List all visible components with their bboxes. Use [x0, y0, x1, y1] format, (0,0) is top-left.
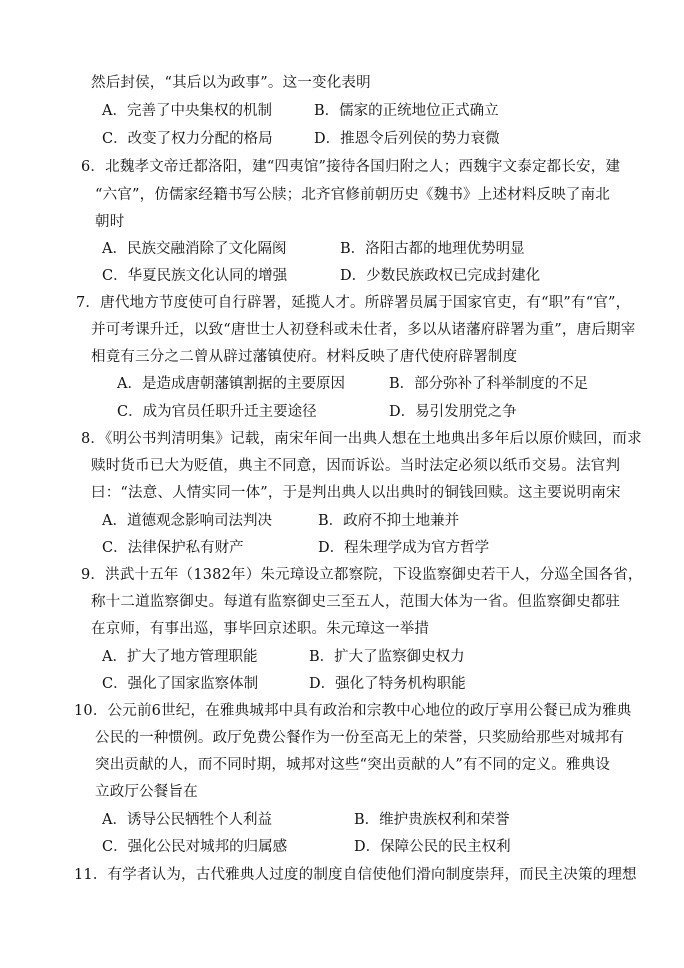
q6-option-a: A．民族交融消除了文化隔阂	[102, 241, 287, 257]
q5-option-b: B．儒家的正统地位正式确立	[314, 103, 499, 119]
q9-stem-line-2: 称十二道监察御史。每道有监察御史三至五人，范围大体为一省。但监察御史都驻	[91, 594, 621, 610]
q6-stem-line-3: 朝时	[95, 214, 125, 230]
q9-stem-line-1: 9．洪武十五年（1382年）朱元璋设立都察院，下设监察御史若干人，分巡全国各省，	[81, 567, 643, 583]
q10-option-d: D．保障公民的民主权利	[354, 839, 511, 855]
q6-stem-line-1: 6．北魏孝文帝迁都洛阳，建“四夷馆”接待各国归附之人；西魏宇文泰定都长安，建	[81, 159, 621, 175]
q10-option-a: A．诱导公民牺牲个人利益	[102, 812, 272, 828]
q5-stem-continuation: 然后封侯，“其后以为政事”。这一变化表明	[91, 75, 371, 91]
q6-option-b: B．洛阳古都的地理优势明显	[340, 241, 525, 257]
q7-stem-line-1: 7．唐代地方节度使可自行辟署，延揽人才。所辟署员属于国家官吏，有“职”有“官”，	[76, 295, 631, 311]
q7-option-a: A．是造成唐朝藩镇割据的主要原因	[117, 376, 345, 392]
q9-stem-line-3: 在京师，有事出巡，事毕回京述职。朱元璋这一举措	[91, 621, 430, 637]
q10-stem-line-2: 公民的一种惯例。政厅免费公餐作为一份至高无上的荣誉，只奖励给那些对城邦有	[95, 730, 625, 746]
q8-stem-line-3: 曰：“法意、人情实同一体”，于是判出典人以出典时的铜钱回赎。这主要说明南宋	[91, 485, 621, 501]
q10-stem-line-1: 10．公元前6世纪，在雅典城邦中具有政治和宗教中心地位的政厅享用公餐已成为雅典	[74, 703, 632, 719]
q8-stem-line-2: 赎时货币已大为贬值，典主不同意，因而诉讼。当时法定必须以纸币交易。法官判	[91, 458, 621, 474]
q9-option-d: D．强化了特务机构职能	[309, 676, 466, 692]
q8-option-b: B．政府不抑土地兼并	[318, 513, 460, 529]
q9-option-b: B．扩大了监察御史权力	[309, 649, 465, 665]
q7-option-d: D．易引发朋党之争	[389, 404, 517, 420]
q10-option-b: B．维护贵族权利和荣誉	[354, 812, 510, 828]
q6-stem-line-2: “六官”，仿儒家经籍书写公牍；北齐官修前朝历史《魏书》上述材料反映了南北	[95, 187, 611, 203]
q6-option-c: C．华夏民族文化认同的增强	[102, 268, 288, 284]
q10-stem-line-4: 立政厅公餐旨在	[95, 784, 198, 800]
q8-stem-line-1: 8．《明公书判清明集》记载，南宋年间一出典人想在土地典出多年后以原价赎回，而求	[81, 431, 642, 447]
q7-stem-line-2: 并可考课升迁，以致“唐世士人初登科或未仕者，多以从诸藩府辟署为重”，唐后期宰	[91, 322, 636, 338]
q7-option-b: B．部分弥补了科举制度的不足	[389, 376, 589, 392]
q7-option-c: C．成为官员任职升迁主要途径	[117, 404, 317, 420]
q5-option-d: D．推恩令后列侯的势力衰微	[314, 131, 500, 147]
q8-option-c: C．法律保护私有财产	[102, 540, 244, 556]
q9-option-a: A．扩大了地方管理职能	[102, 649, 258, 665]
q8-option-a: A．道德观念影响司法判决	[102, 513, 272, 529]
q6-option-d: D．少数民族政权已完成封建化	[340, 268, 541, 284]
q10-stem-line-3: 突出贡献的人，而不同时期，城邦对这些“突出贡献的人”有不同的定义。雅典设	[95, 757, 611, 773]
q8-option-d: D．程朱理学成为官方哲学	[318, 540, 490, 556]
q11-stem-line-1: 11．有学者认为，古代雅典人过度的制度自信使他们滑向制度崇拜，而民主决策的理想	[74, 867, 637, 883]
q9-option-c: C．强化了国家监察体制	[102, 676, 259, 692]
q7-stem-line-3: 相竟有三分之二曾从辟过藩镇使府。材料反映了唐代使府辟署制度	[91, 349, 518, 365]
q5-option-c: C．改变了权力分配的格局	[102, 131, 273, 147]
q10-option-c: C．强化公民对城邦的归属感	[102, 839, 288, 855]
q5-option-a: A．完善了中央集权的机制	[102, 103, 272, 119]
